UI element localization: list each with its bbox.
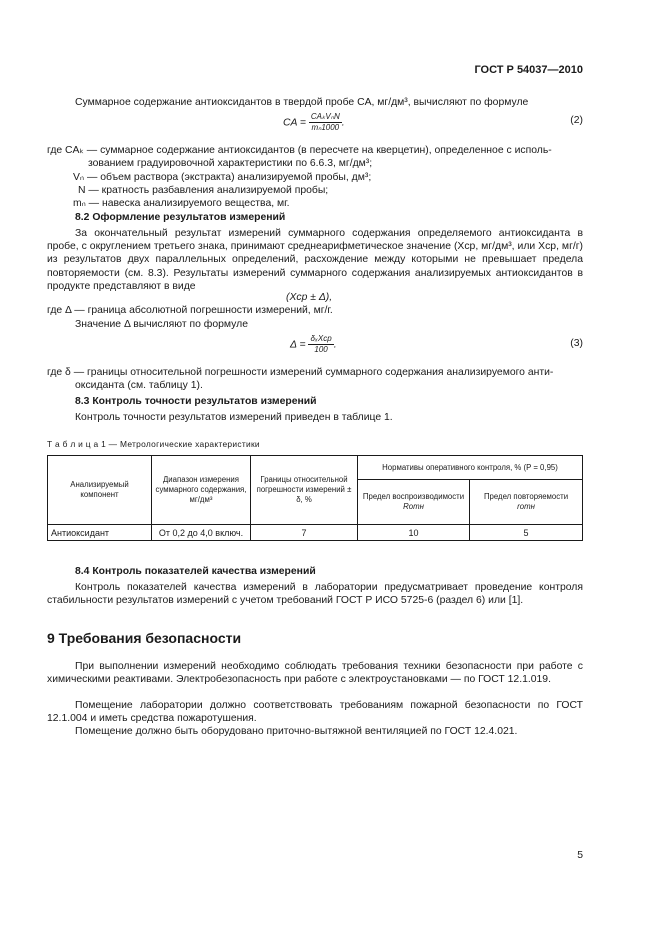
reproducibility-label: Предел воспроизводимости [362, 492, 465, 501]
heading-8-4: 8.4 Контроль показателей качества измерений [75, 566, 316, 577]
col-header-range: Диапазон измерения суммарного содержания, мг/дм³ [152, 456, 251, 525]
formula-3-number: (3) [570, 338, 583, 349]
formula-2-lhs: CA = [283, 117, 307, 129]
page-number: 5 [577, 850, 583, 861]
metrology-table [47, 455, 583, 541]
standard-number: ГОСТ Р 54037—2010 [474, 64, 583, 76]
section-9-paragraph-3: Помещение должно быть оборудовано приточно-вытяжной вентиляцией по ГОСТ 12.4.021. [75, 726, 518, 737]
col-header-error: Границы относительной погрешности измерений ± δ, % [251, 456, 358, 525]
delta-intro: Значение Δ вычисляют по формуле [75, 319, 248, 330]
formula-3-denominator: 100 [314, 345, 328, 354]
formula-3-end: . [333, 339, 337, 351]
table-caption: Т а б л и ц а 1 — Метрологические характеристики [47, 439, 260, 449]
where-line-2: зованием градуировочной характеристики по 6.6.3, мг/дм³; [88, 158, 373, 169]
where-line-3: Vₙ — объем раствора (экстракта) анализируемой пробы, дм³; [73, 172, 372, 183]
paragraph-8-3: Контроль точности результатов измерений приведен в таблице 1. [75, 412, 393, 423]
formula-2-fraction [309, 112, 342, 133]
col-header-reproducibility [358, 480, 470, 525]
paragraph-8-4: Контроль показателей качества измерений в лаборатории предусматривает проведение контроля стабильности результатов измерений с учетом требований ГОСТ Р ИСО 5725-6 (раздел 6) или [1]. [47, 582, 583, 607]
repeatability-symbol: rотн [517, 502, 535, 511]
reproducibility-symbol: Rотн [403, 502, 424, 511]
formula-3 [290, 334, 337, 355]
section-9-paragraph-1: При выполнении измерений необходимо соблюдать требования техники безопасности при работе с химическими реактивами. Электробезопасность при работе с электроустановками — по ГОСТ 12.1.019. [47, 661, 583, 686]
where-line-1: где CAₖ — суммарное содержание антиоксидантов (в пересчете на кверцетин), определенное с исполь- [47, 145, 552, 156]
heading-8-3: 8.3 Контроль точности результатов измерений [75, 396, 317, 407]
formula-2-end: . [341, 117, 345, 129]
where-line-4: N — кратность разбавления анализируемой пробы; [78, 185, 329, 196]
result-form: (Xср ± Δ), [286, 292, 333, 303]
section-9-heading: 9 Требования безопасности [47, 630, 242, 646]
delta-small-line-2: оксиданта (см. таблицу 1). [75, 380, 203, 391]
delta-small-line-1: где δ — границы относительной погрешности измерений суммарного содержания анализируемого анти- [47, 367, 554, 378]
formula-3-numerator: δₓXср [310, 334, 332, 343]
formula-2 [283, 112, 345, 133]
formula-2-number: (2) [570, 115, 583, 126]
col-header-control-group: Нормативы оперативного контроля, % (P = 0,95) [358, 456, 583, 480]
cell-range: От 0,2 до 4,0 включ. [152, 525, 251, 541]
cell-repeatability: 5 [470, 525, 583, 541]
repeatability-label: Предел повторяемости [483, 492, 569, 501]
cell-error: 7 [251, 525, 358, 541]
cell-component: Антиоксидант [48, 525, 152, 541]
formula-3-fraction [308, 334, 333, 355]
section-9-paragraph-2: Помещение лаборатории должно соответствовать требованиям пожарной безопасности по ГОСТ 12.1.004 и иметь средства пожаротушения. [47, 700, 583, 725]
intro-paragraph: Суммарное содержание антиоксидантов в твердой пробе CA, мг/дм³, вычисляют по формуле [75, 97, 529, 108]
where-line-5: mₙ — навеска анализируемого вещества, мг. [73, 198, 290, 209]
formula-3-lhs: Δ = [290, 339, 306, 351]
formula-2-numerator: CAₖVₙN [310, 112, 340, 121]
heading-8-2: 8.2 Оформление результатов измерений [75, 212, 286, 223]
paragraph-8-2: За окончательный результат измерений суммарного содержания определяемого антиоксиданта в пробе, с округлением третьего знака, принимают среднеарифметическое значение (Xср, мг/дм³, или Xср, мг/г) из результатов двух параллельных определений, расхождение между которыми не превышает предела повторяемости (см. 8.3). Результаты измерений суммарного содержания анализируемых антиоксидантов в продукте представляют в виде [47, 228, 583, 292]
delta-definition: где Δ — граница абсолютной погрешности измерений, мг/г. [47, 305, 333, 316]
formula-2-denominator: mₙ1000 [311, 123, 340, 132]
col-header-component: Анализируемый компонент [48, 456, 152, 525]
cell-reproducibility: 10 [358, 525, 470, 541]
col-header-repeatability [470, 480, 583, 525]
